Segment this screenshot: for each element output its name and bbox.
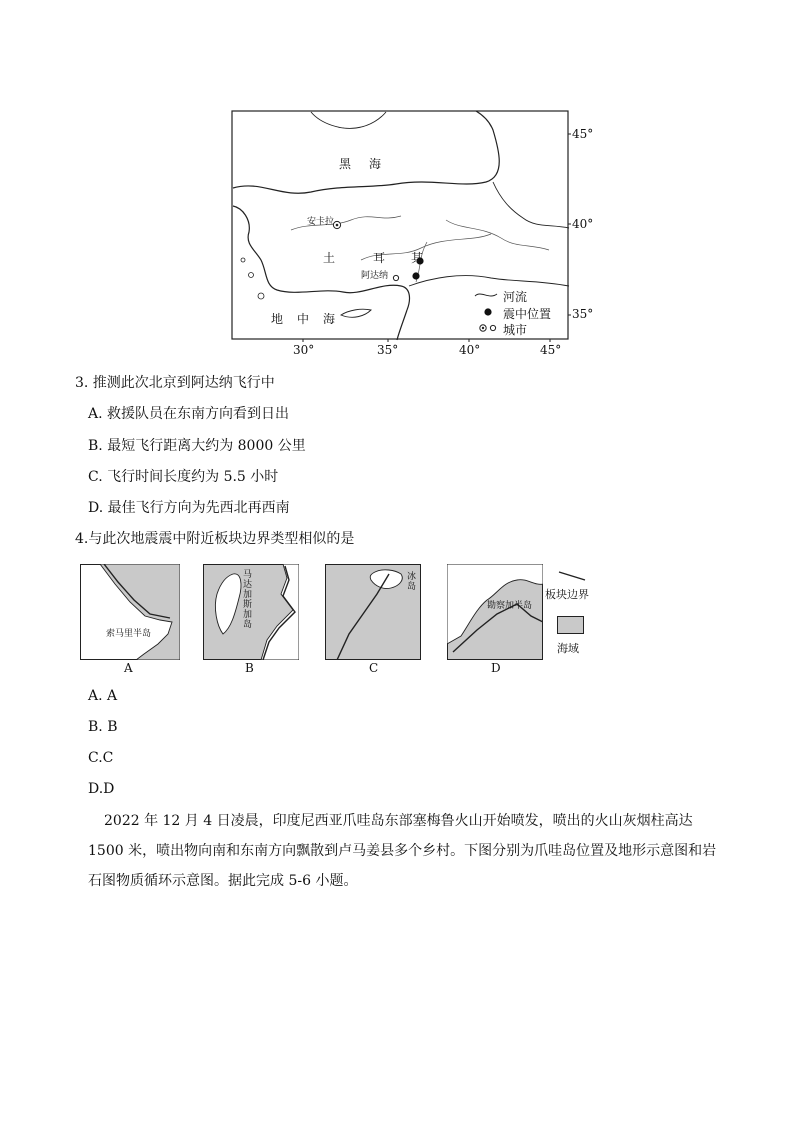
- ankara-marker: [333, 221, 340, 228]
- q3-stem: 3. 推测此次北京到阿达纳飞行中: [75, 375, 275, 391]
- panel-a-map: [80, 564, 180, 660]
- lon-30: 30°: [293, 343, 315, 357]
- q3-option-b: B. 最短飞行距离大约为 8000 公里: [88, 438, 306, 454]
- q3-option-a: A. 救援队员在东南方向看到日出: [88, 406, 290, 422]
- turkey-label-1: 土: [323, 251, 336, 265]
- lon-35: 35°: [377, 343, 399, 357]
- panel-a-label: A: [124, 661, 133, 675]
- lat-45: 45°: [572, 127, 594, 141]
- q4-option-a: A. A: [88, 688, 118, 704]
- black-sea-label-1: 黑: [339, 157, 352, 171]
- q4-option-c: C.C: [88, 750, 114, 766]
- panel-b-place: 马达加斯加岛: [243, 570, 253, 630]
- panel-c-label: C: [369, 661, 379, 675]
- passage-paragraph: 2022 年 12 月 4 日凌晨，印度尼西亚爪哇岛东部塞梅鲁火山开始喷发，喷出的火山灰烟柱高达 1500 米，喷出物向南和东南方向飘散到卢马姜县多个乡村。下图分别为爪哇岛位置及地形示意图和岩石图物质循环示意图。据此完成 5-6 小题。: [88, 813, 717, 889]
- epicenter-2: [412, 272, 419, 279]
- lat-40: 40°: [572, 217, 594, 231]
- ankara-label: 安卡拉: [307, 217, 335, 227]
- lat-35: 35°: [572, 307, 594, 321]
- turkey-label-2: 耳: [373, 251, 386, 265]
- med-sea-label-1: 地: [271, 312, 284, 326]
- q4-stem: 4.与此次地震震中附近板块边界类型相似的是: [75, 531, 355, 547]
- med-sea-label-2: 中: [297, 312, 310, 326]
- panel-a: [80, 564, 180, 660]
- q4-option-b: B. B: [88, 719, 118, 735]
- q4-option-d: D.D: [88, 781, 115, 797]
- adana-marker: [393, 275, 398, 280]
- panel-d-label: D: [491, 661, 501, 675]
- panel-d-place: 勘察加半岛: [487, 601, 533, 611]
- lon-45: 45°: [540, 343, 562, 357]
- panel-b-label: B: [245, 661, 254, 675]
- turkey-label-3: 其: [411, 251, 424, 265]
- q3-option-d: D. 最佳飞行方向为先西北再西南: [88, 500, 290, 516]
- panel-c: [325, 564, 421, 660]
- panel-a-place: 索马里半岛: [106, 629, 152, 639]
- lon-40: 40°: [459, 343, 481, 357]
- legend-city: 城市: [503, 323, 528, 337]
- panel-d-map: [447, 564, 543, 660]
- legend-boundary-label: 板块边界: [545, 588, 589, 601]
- med-sea-label-3: 海: [323, 312, 336, 326]
- panel-b: [203, 564, 299, 660]
- adana-label: 阿达纳: [361, 271, 389, 281]
- q4-legend: [545, 566, 625, 656]
- legend-epicenter: 震中位置: [503, 307, 552, 321]
- panel-d: [447, 564, 543, 660]
- black-sea-label-2: 海: [369, 157, 382, 171]
- panel-c-place: 冰岛: [407, 572, 417, 592]
- legend-river: 河流: [503, 290, 528, 304]
- legend-sea-label: 海域: [557, 642, 579, 655]
- q3-option-c: C. 飞行时间长度约为 5.5 小时: [88, 469, 279, 485]
- turkey-map: [231, 110, 571, 342]
